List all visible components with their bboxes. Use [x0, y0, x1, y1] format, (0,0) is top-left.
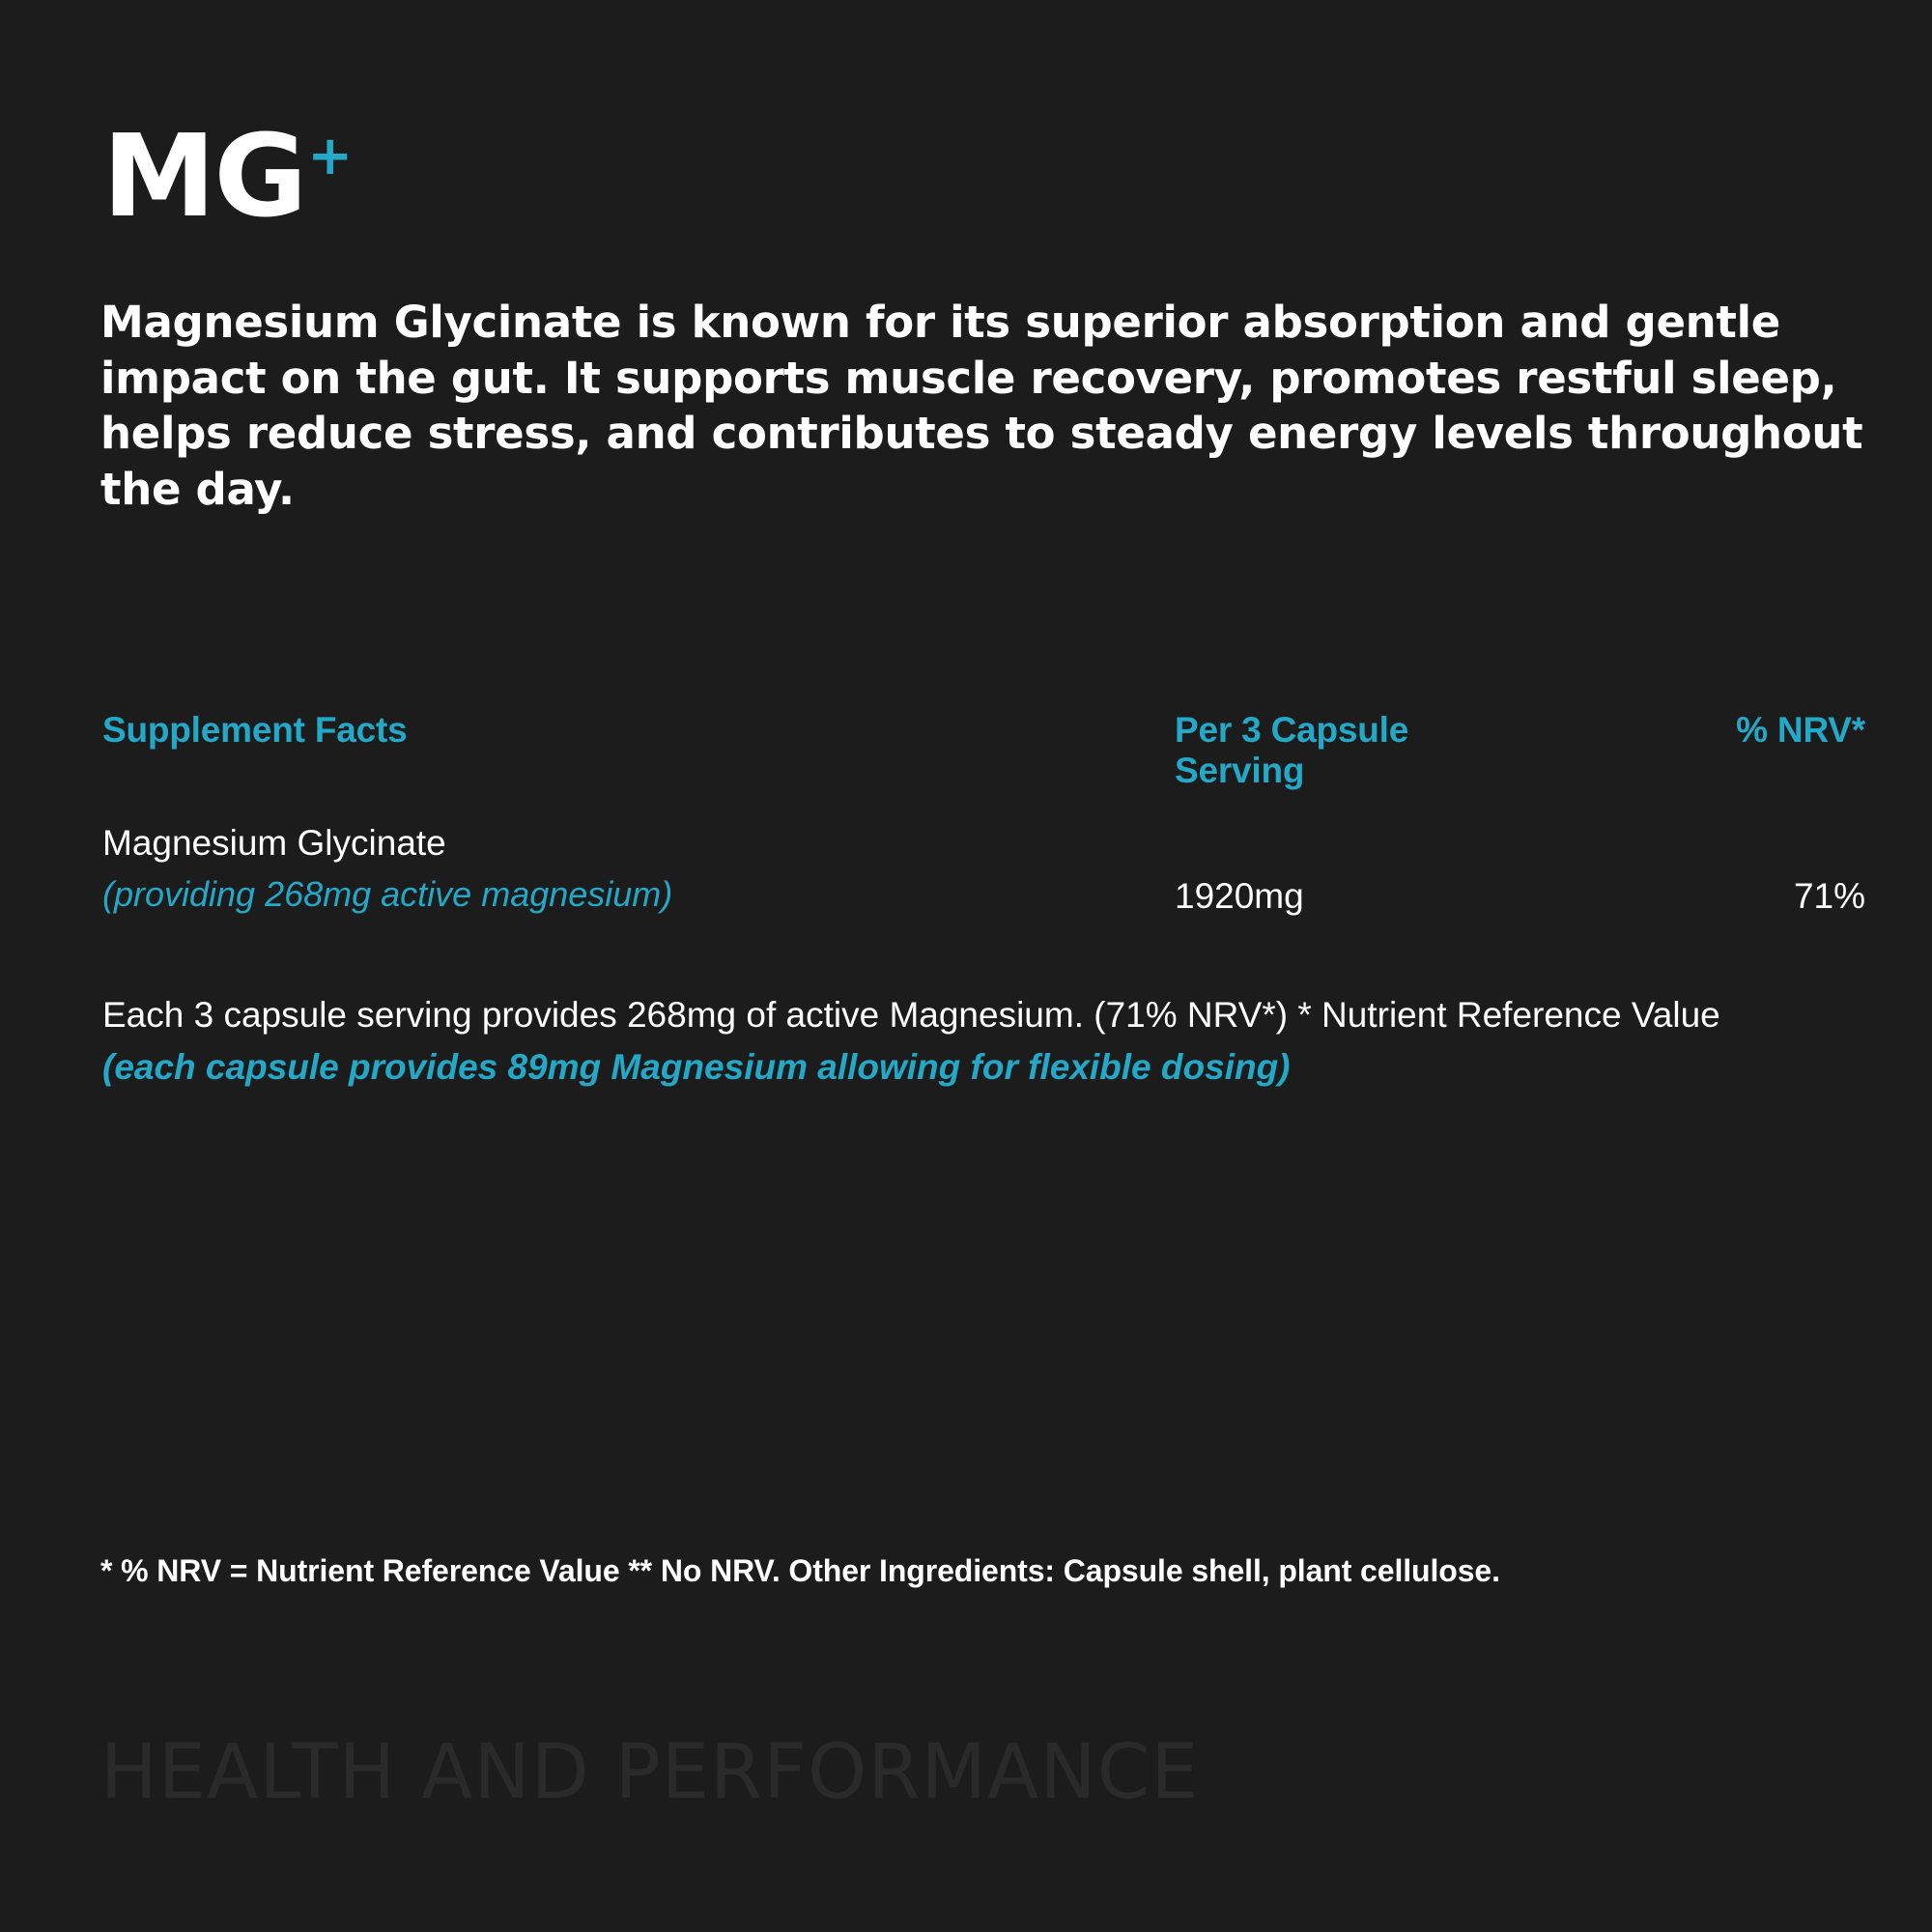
- table-header-name: Supplement Facts: [102, 710, 408, 750]
- watermark-text: HEALTH AND PERFORMANCE: [100, 1729, 1200, 1816]
- product-description: Magnesium Glycinate is known for its superior absorption and gentle impact on the gut. It supports muscle recovery, promotes restful sleep, helps reduce stress, and contributes to steady energy levels throughout the day.: [100, 297, 1863, 515]
- table-row: [102, 818, 1865, 919]
- table-header-row: [102, 710, 1865, 791]
- table-header-amount: Per 3 Capsule Serving: [1175, 710, 1409, 790]
- supplement-facts-table: [102, 710, 1865, 1094]
- plus-icon: +: [307, 125, 354, 187]
- brand-logo-text: MG: [102, 109, 306, 242]
- nutrient-subtext: (providing 268mg active magnesium): [102, 873, 673, 914]
- serving-note-emphasis: (each capsule provides 89mg Magnesium allowing for flexible dosing): [102, 1047, 1291, 1088]
- table-cell-amount: 1920mg: [1175, 875, 1304, 916]
- brand-logo: [102, 109, 354, 242]
- serving-note: Each 3 capsule serving provides 268mg of active Magnesium. (71% NRV*) * Nutrient Reference Value: [102, 994, 1720, 1035]
- table-cell-nutrient: [102, 818, 1175, 919]
- nutrient-name: Magnesium Glycinate: [102, 823, 446, 863]
- table-header-nrv: % NRV*: [1736, 710, 1865, 750]
- footnote: * % NRV = Nutrient Reference Value ** No NRV. Other Ingredients: Capsule shell, plant cellulose.: [100, 1553, 1500, 1588]
- table-cell-nrv: 71%: [1793, 875, 1865, 916]
